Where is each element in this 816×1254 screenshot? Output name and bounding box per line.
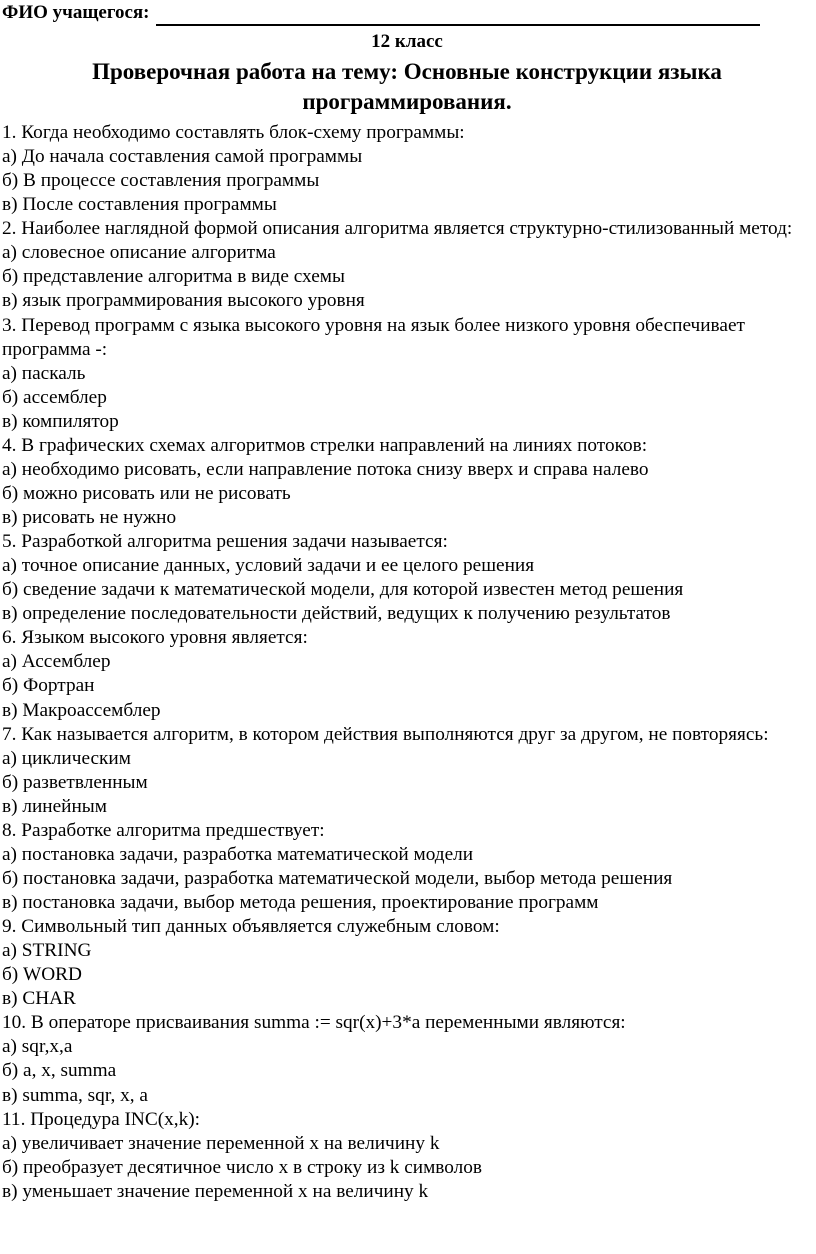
question-item	[2, 626, 812, 722]
question-text: 8. Разработке алгоритма предшествует:	[2, 819, 325, 841]
question-item	[2, 819, 812, 915]
question-text: 5. Разработкой алгоритма решения задачи называется:	[2, 531, 448, 553]
answer-option: в) рисовать не нужно	[2, 507, 177, 528]
student-name-blank	[156, 4, 760, 26]
answer-option: а) необходимо рисовать, если направление потока снизу вверх и справа налево	[2, 458, 649, 480]
student-name-label: ФИО учащегося:	[2, 2, 150, 23]
answer-option: б) можно рисовать или не рисовать	[2, 482, 291, 504]
question-item	[2, 530, 812, 626]
answer-option: в) определение последовательности действий, ведущих к получению результатов	[2, 603, 671, 625]
question-item	[2, 121, 812, 217]
question-list	[2, 121, 812, 1204]
answer-option: б) a, x, summa	[2, 1060, 117, 1082]
question-item	[2, 314, 812, 434]
student-name-row	[2, 0, 812, 26]
answer-option: а) паскаль	[2, 362, 86, 384]
answer-option: б) WORD	[2, 964, 82, 986]
answer-option: в) уменьшает значение переменной x на величину k	[2, 1180, 429, 1202]
question-text: 7. Как называется алгоритм, в котором действия выполняются друг за другом, не повторяясь:	[2, 723, 769, 745]
question-text: 9. Символьный тип данных объявляется служебным словом:	[2, 916, 500, 938]
answer-option: б) сведение задачи к математической модели, для которой известен метод решения	[2, 579, 684, 601]
answer-option: а) циклическим	[2, 747, 131, 769]
question-text: 1. Когда необходимо составлять блок-схему программы:	[2, 122, 465, 143]
question-item	[2, 723, 812, 819]
answer-option: а) увеличивает значение переменной x на величину k	[2, 1132, 440, 1154]
question-text: 10. В операторе присваивания summa := sqr(x)+3*a переменными являются:	[2, 1012, 626, 1034]
answer-option: в) линейным	[2, 795, 107, 817]
answer-option: б) Фортран	[2, 675, 95, 697]
answer-option: б) ассемблер	[2, 386, 107, 408]
question-item	[2, 1011, 812, 1107]
answer-option: б) постановка задачи, разработка математической модели, выбор метода решения	[2, 867, 673, 889]
answer-option: а) sqr,x,a	[2, 1036, 73, 1058]
answer-option: а) До начала составления самой программы	[2, 146, 363, 168]
answer-option: а) Ассемблер	[2, 651, 111, 673]
question-text: 11. Процедура INC(x,k):	[2, 1108, 201, 1130]
answer-option: б) преобразует десятичное число x в строку из k символов	[2, 1156, 483, 1178]
answer-option: а) точное описание данных, условий задачи и ее целого решения	[2, 555, 535, 577]
question-item	[2, 217, 812, 313]
question-item	[2, 915, 812, 1011]
answer-option: в) После составления программы	[2, 194, 277, 216]
answer-option: в) Макроассемблер	[2, 699, 161, 721]
answer-option: б) разветвленным	[2, 771, 148, 793]
answer-option: в) компилятор	[2, 410, 119, 432]
question-text: 2. Наиболее наглядной формой описания алгоритма является структурно-стилизованный метод:	[2, 218, 793, 240]
answer-option: а) STRING	[2, 940, 92, 962]
answer-option: б) В процессе составления программы	[2, 170, 320, 192]
question-text: 3. Перевод программ с языка высокого уровня на язык более низкого уровня обеспечивает программа -:	[2, 314, 745, 360]
answer-option: б) представление алгоритма в виде схемы	[2, 266, 345, 288]
answer-option: в) язык программирования высокого уровня	[2, 290, 365, 312]
answer-option: в) CHAR	[2, 988, 76, 1010]
answer-option: в) summa, sqr, x, a	[2, 1084, 148, 1106]
answer-option: в) постановка задачи, выбор метода решения, проектирование программ	[2, 892, 599, 913]
grade-label: 12 класс	[371, 31, 443, 52]
question-text: 4. В графических схемах алгоритмов стрелки направлений на линиях потоков:	[2, 434, 648, 456]
question-item	[2, 434, 812, 530]
page-title: Проверочная работа на тему: Основные конструкции языка программирования.	[92, 59, 722, 114]
question-item	[2, 1108, 812, 1204]
question-text: 6. Языком высокого уровня является:	[2, 627, 308, 649]
answer-option: а) словесное описание алгоритма	[2, 242, 276, 264]
answer-option: а) постановка задачи, разработка математической модели	[2, 843, 474, 865]
